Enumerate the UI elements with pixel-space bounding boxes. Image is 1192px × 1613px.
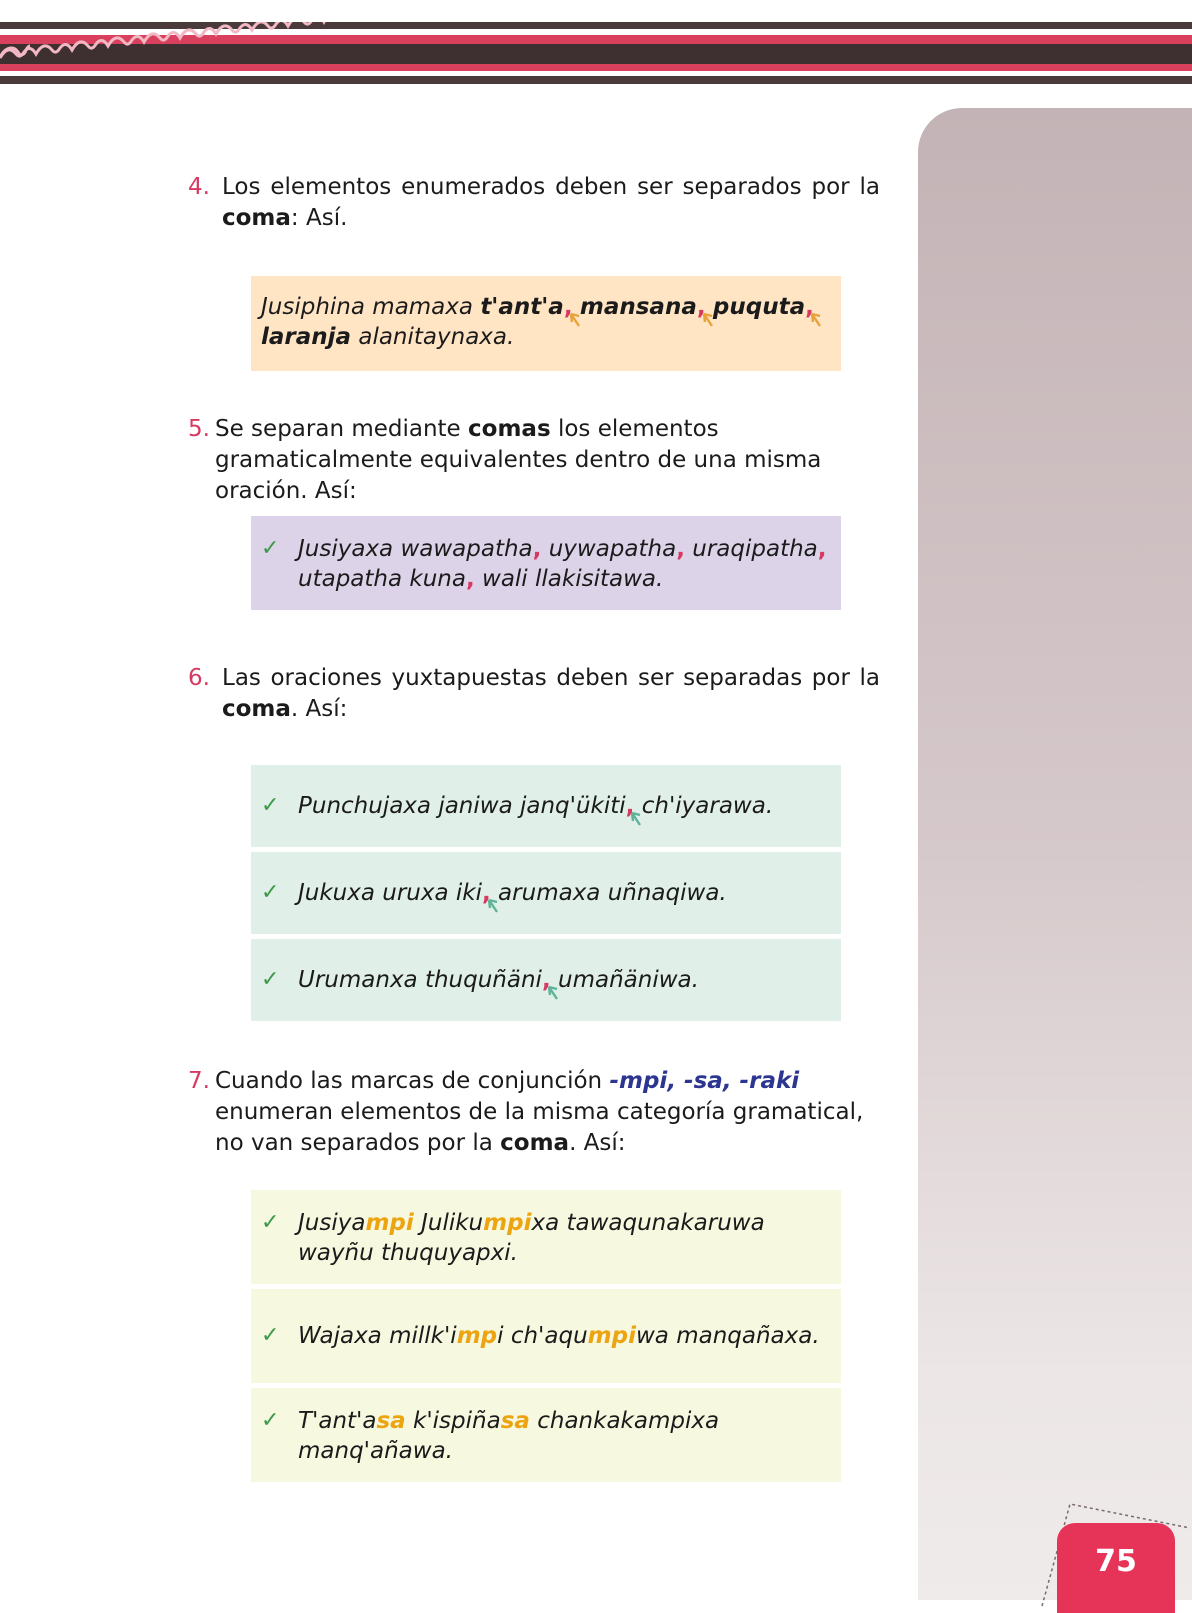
rule-item-7	[188, 1066, 880, 1159]
example-text: Urumanxa thuquñäni, umañäniwa.	[298, 965, 827, 995]
example-text: Jusiyampi Julikumpixa tawaqunakaruwa wayñu thuquyapxi.	[298, 1210, 765, 1266]
item-number: 4.	[188, 174, 210, 200]
rule-text: Cuando las marcas de conjunción -mpi, -sa, -raki enumeran elementos de la misma categoría gramatical, no van separados por la coma. Así:	[215, 1068, 864, 1156]
checkmark-icon: ✓	[261, 793, 280, 818]
item-number: 7.	[188, 1068, 210, 1094]
checkmark-icon: ✓	[261, 1408, 280, 1433]
item-number: 5.	[188, 416, 210, 442]
checkmark-icon: ✓	[261, 1210, 280, 1235]
rule-item-6	[188, 663, 880, 725]
example-text: T'ant'asa k'ispiñasa chankakampixa manq'añawa.	[298, 1408, 720, 1464]
example-box-item5	[251, 516, 841, 610]
example-text: Wajaxa millk'impi ch'aqumpiwa manqañaxa.	[298, 1323, 820, 1349]
rule-text: Se separan mediante comas los elementos gramaticalmente equivalentes dentro de una misma oración. Así:	[215, 416, 822, 504]
checkmark-icon: ✓	[261, 967, 280, 992]
example-box-item7-1	[251, 1190, 841, 1284]
checkmark-icon: ✓	[261, 880, 280, 905]
item-number: 6.	[188, 665, 210, 691]
rule-item-4	[188, 172, 880, 234]
example-text: Jukuxa uruxa iki, arumaxa uñnaqiwa.	[298, 878, 827, 908]
rule-item-5	[188, 414, 880, 507]
rule-text: Las oraciones yuxtapuestas deben ser separadas por la coma. Así:	[222, 665, 880, 722]
example-box-item6-2	[251, 852, 841, 934]
example-text: Punchujaxa janiwa janq'ükiti, ch'iyarawa.	[298, 791, 827, 821]
example-box-item6-3	[251, 939, 841, 1021]
example-text: Jusiyaxa wawapatha, uywapatha, uraqipatha, utapatha kuna, wali llakisitawa.	[298, 536, 827, 592]
example-box-item7-3	[251, 1388, 841, 1482]
page-number: 75	[1057, 1523, 1175, 1613]
example-box-item6-1	[251, 765, 841, 847]
rule-text: Los elementos enumerados deben ser separados por la coma: Así.	[222, 174, 880, 231]
checkmark-icon: ✓	[261, 536, 280, 561]
example-text: Jusiphina mamaxa t'ant'a, mansana, puquta, laranja alanitaynaxa.	[261, 292, 827, 352]
checkmark-icon: ✓	[261, 1323, 280, 1348]
conjunction-markers: -mpi, -sa, -raki	[609, 1068, 800, 1094]
example-box-item4	[251, 276, 841, 371]
decorative-woven-band	[0, 22, 1192, 84]
example-box-item7-2	[251, 1289, 841, 1383]
side-panel	[918, 108, 1192, 1600]
